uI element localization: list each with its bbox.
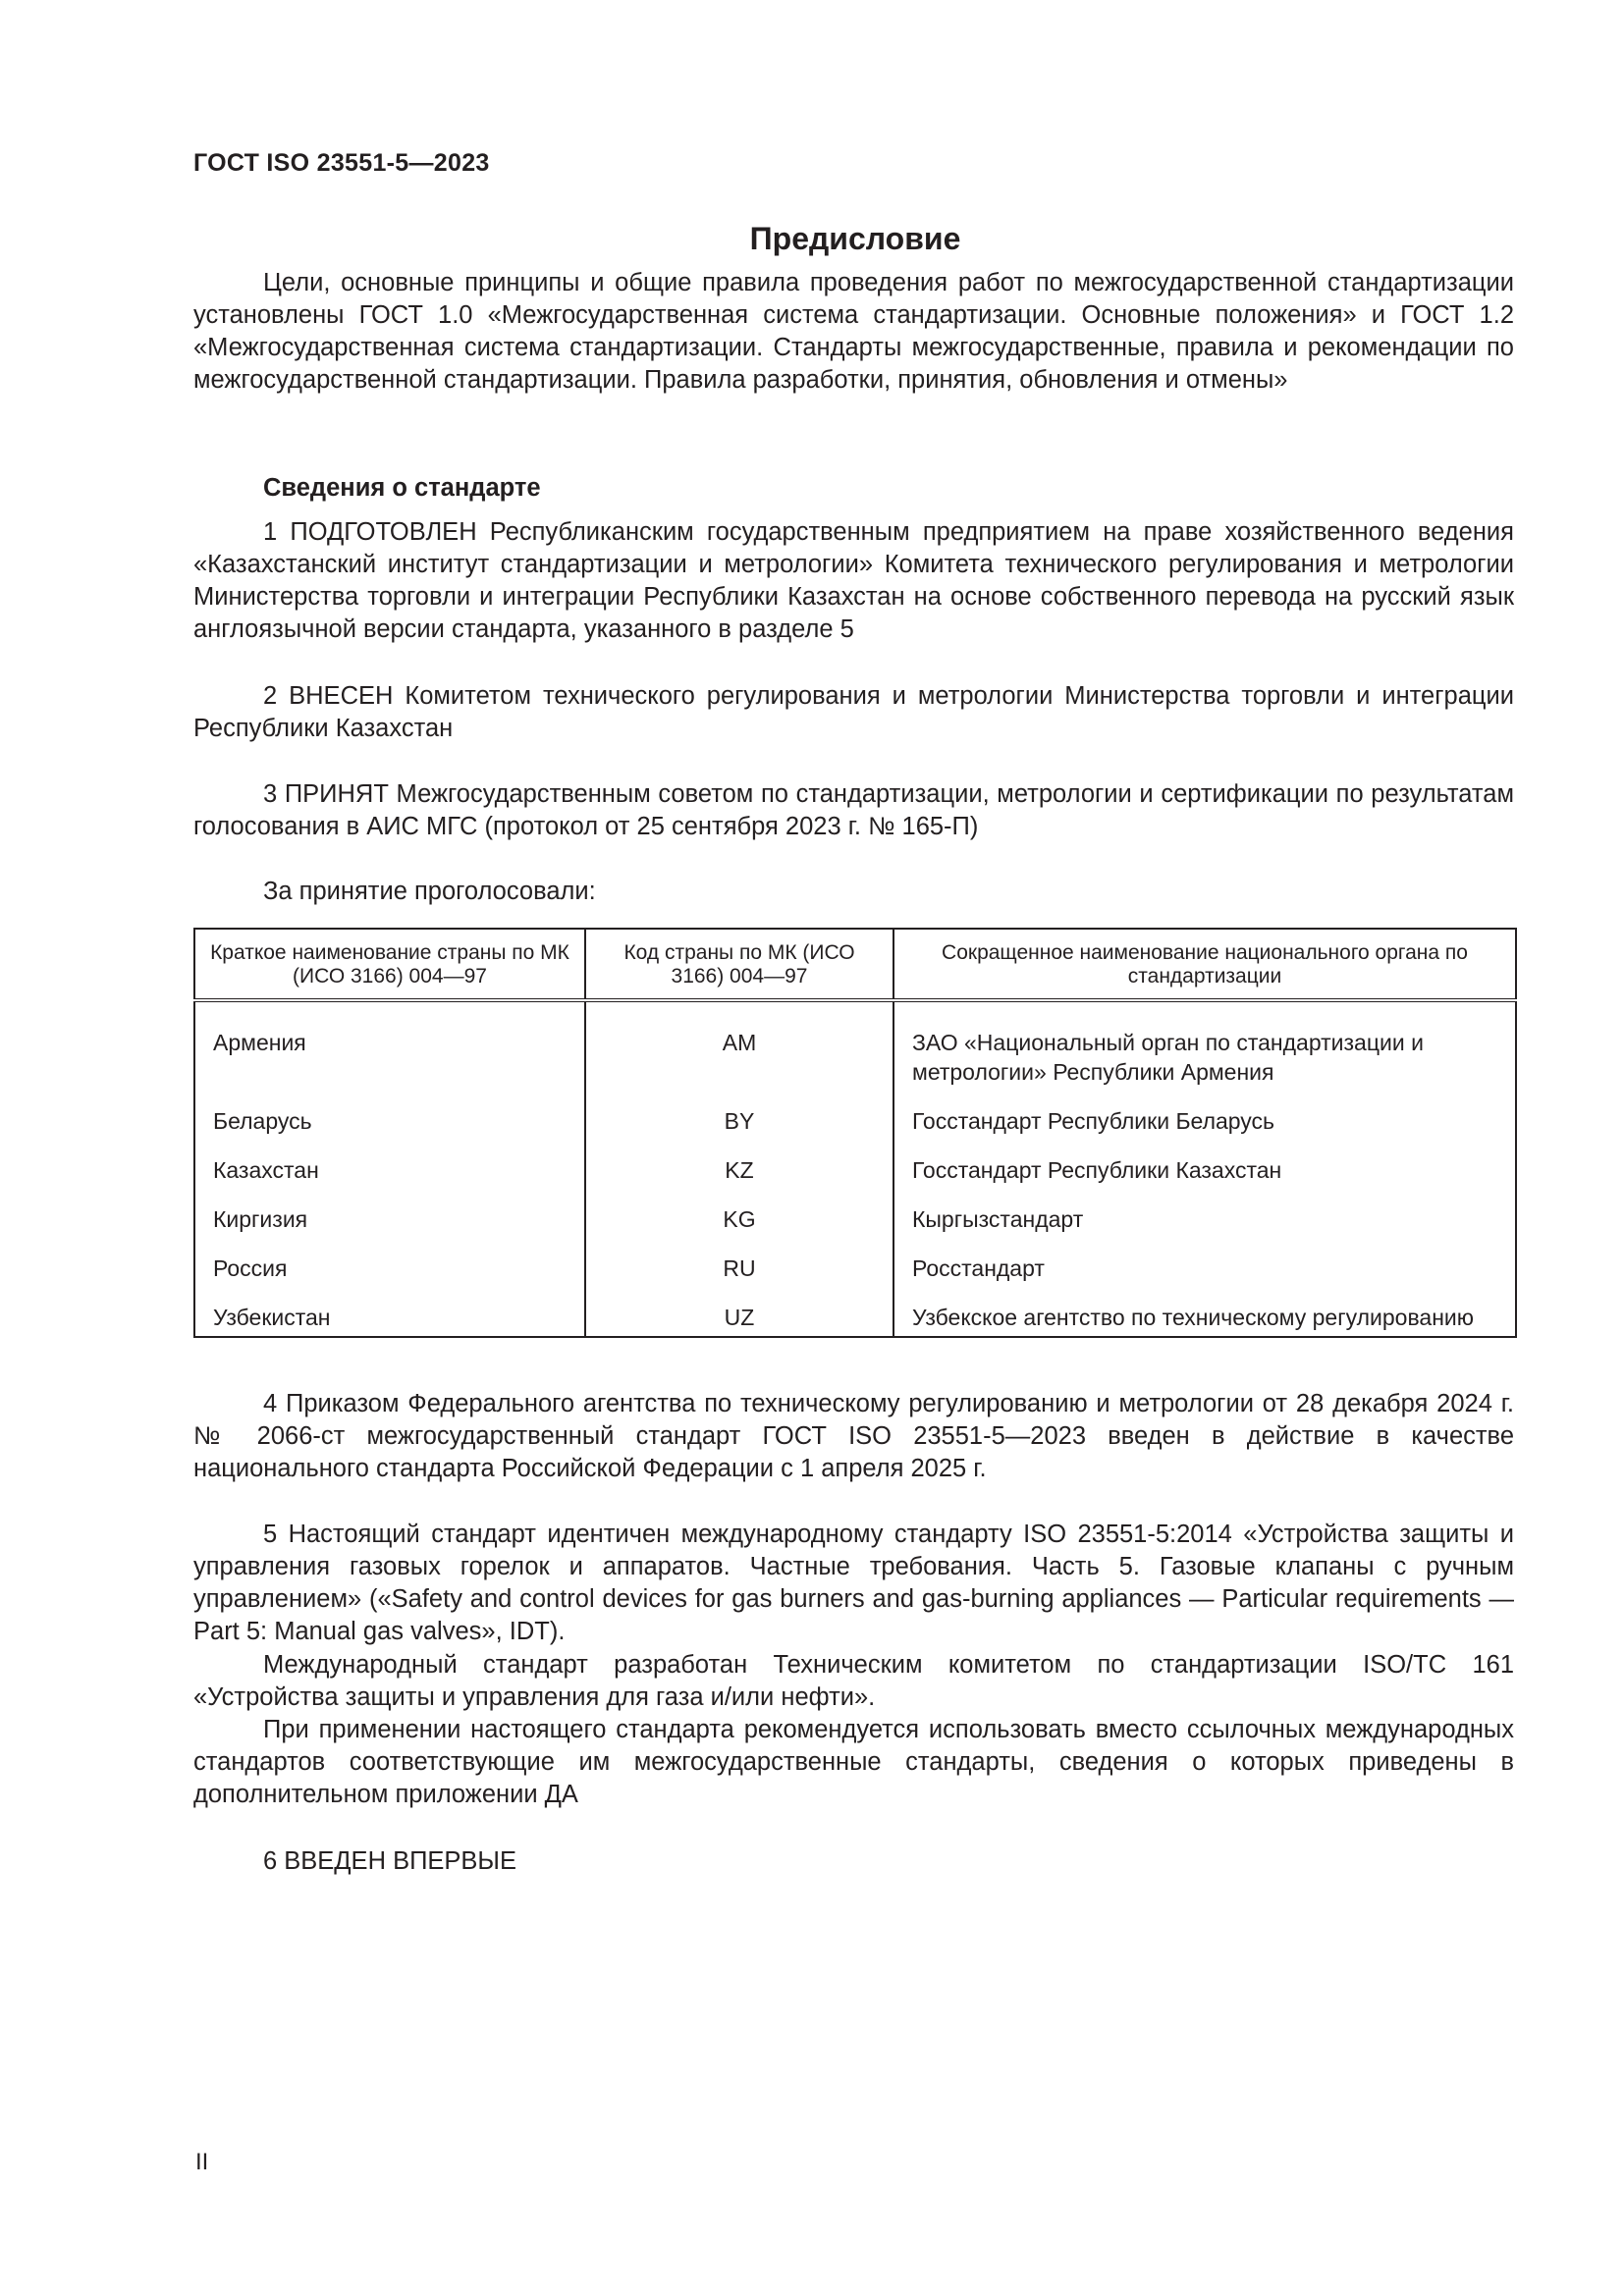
item-5-paragraph-2: Международный стандарт разработан Техническим комитетом по стандартизации ISO/TC 161 «Устройства защиты и управления для газа и/или нефти». [193, 1651, 1514, 1711]
header-code: Код страны по МК (ИСО 3166) 004—97 [585, 929, 893, 1000]
code-cell: KZ [585, 1155, 893, 1204]
country-cell: Армения [213, 1030, 306, 1055]
body-cell: Кыргызстандарт [893, 1204, 1516, 1254]
table-row [194, 1106, 1516, 1155]
header-country: Краткое наименование страны по МК (ИСО 3166) 004—97 [194, 929, 585, 1000]
table-row [194, 1155, 1516, 1204]
item-5-paragraph-3: При применении настоящего стандарта рекомендуется использовать вместо ссылочных международных стандартов соответствующие им межгосударственные стандарты, сведения о которых приведены в дополнительном приложении ДА [193, 1716, 1514, 1808]
table-row [194, 1000, 1516, 1106]
body-cell: Узбекское агентство по техническому регулированию [893, 1303, 1516, 1337]
voting-table [193, 928, 1517, 1338]
item-1-paragraph: 1 ПОДГОТОВЛЕН Республиканским государственным предприятием на праве хозяйственного ведения «Казахстанский институт стандартизации и метрологии» Комитета технического регулирования и метрологии Министерства торговли и интеграции Республики Казахстан на основе собственного перевода на русский язык англоязычной версии стандарта, указанного в разделе 5 [193, 518, 1514, 643]
country-cell: Узбекистан [213, 1305, 331, 1330]
code-cell: RU [585, 1254, 893, 1303]
code-cell: BY [585, 1106, 893, 1155]
body-cell: ЗАО «Национальный орган по стандартизации и метрологии» Республики Армения [893, 1000, 1516, 1106]
table-header-row [194, 929, 1516, 1000]
page-title: Предисловие [749, 221, 961, 256]
code-cell: AM [585, 1000, 893, 1106]
document-header: ГОСТ ISO 23551-5—2023 [193, 149, 490, 177]
item-5-paragraph: 5 Настоящий стандарт идентичен международному стандарту ISO 23551-5:2014 «Устройства защиты и управления газовых горелок и аппаратов. Частные требования. Часть 5. Газовые клапаны с ручным управлением» («Safety and control devices for gas burners and gas-burning appliances — Particular requirements — Part 5: Manual gas valves», IDT). [193, 1521, 1514, 1645]
item-4-paragraph: 4 Приказом Федерального агентства по техническому регулированию и метрологии от 28 декабря 2024 г. № 2066-ст межгосударственный стандарт ГОСТ ISO 23551-5—2023 введен в действие в качестве национального стандарта Российской Федерации с 1 апреля 2025 г. [193, 1390, 1514, 1482]
table-row [194, 1204, 1516, 1254]
table-row [194, 1303, 1516, 1337]
code-cell: UZ [585, 1303, 893, 1337]
item-3-paragraph: 3 ПРИНЯТ Межгосударственным советом по стандартизации, метрологии и сертификации по результатам голосования в АИС МГС (протокол от 25 сентября 2023 г. № 165-П) [193, 780, 1514, 840]
header-body: Сокращенное наименование национального органа по стандартизации [893, 929, 1516, 1000]
item-6-paragraph: 6 ВВЕДЕН ВПЕРВЫЕ [263, 1847, 517, 1875]
body-cell: Госстандарт Республики Беларусь [893, 1106, 1516, 1155]
country-cell: Казахстан [213, 1157, 319, 1183]
info-heading: Сведения о стандарте [263, 474, 541, 502]
country-cell: Киргизия [213, 1206, 308, 1232]
country-cell: Беларусь [213, 1108, 312, 1134]
table-row [194, 1254, 1516, 1303]
item-2-paragraph: 2 ВНЕСЕН Комитетом технического регулирования и метрологии Министерства торговли и интеграции Республики Казахстан [193, 682, 1514, 742]
body-cell: Госстандарт Республики Казахстан [893, 1155, 1516, 1204]
intro-paragraph: Цели, основные принципы и общие правила проведения работ по межгосударственной стандартизации установлены ГОСТ 1.0 «Межгосударственная система стандартизации. Основные положения» и ГОСТ 1.2 «Межгосударственная система стандартизации. Стандарты межгосударственные, правила и рекомендации по межгосударственной стандартизации. Правила разработки, принятия, обновления и отмены» [193, 269, 1514, 394]
page-number: II [195, 2149, 209, 2175]
country-cell: Россия [213, 1255, 288, 1281]
voted-label: За принятие проголосовали: [263, 878, 596, 905]
body-cell: Росстандарт [893, 1254, 1516, 1303]
code-cell: KG [585, 1204, 893, 1254]
